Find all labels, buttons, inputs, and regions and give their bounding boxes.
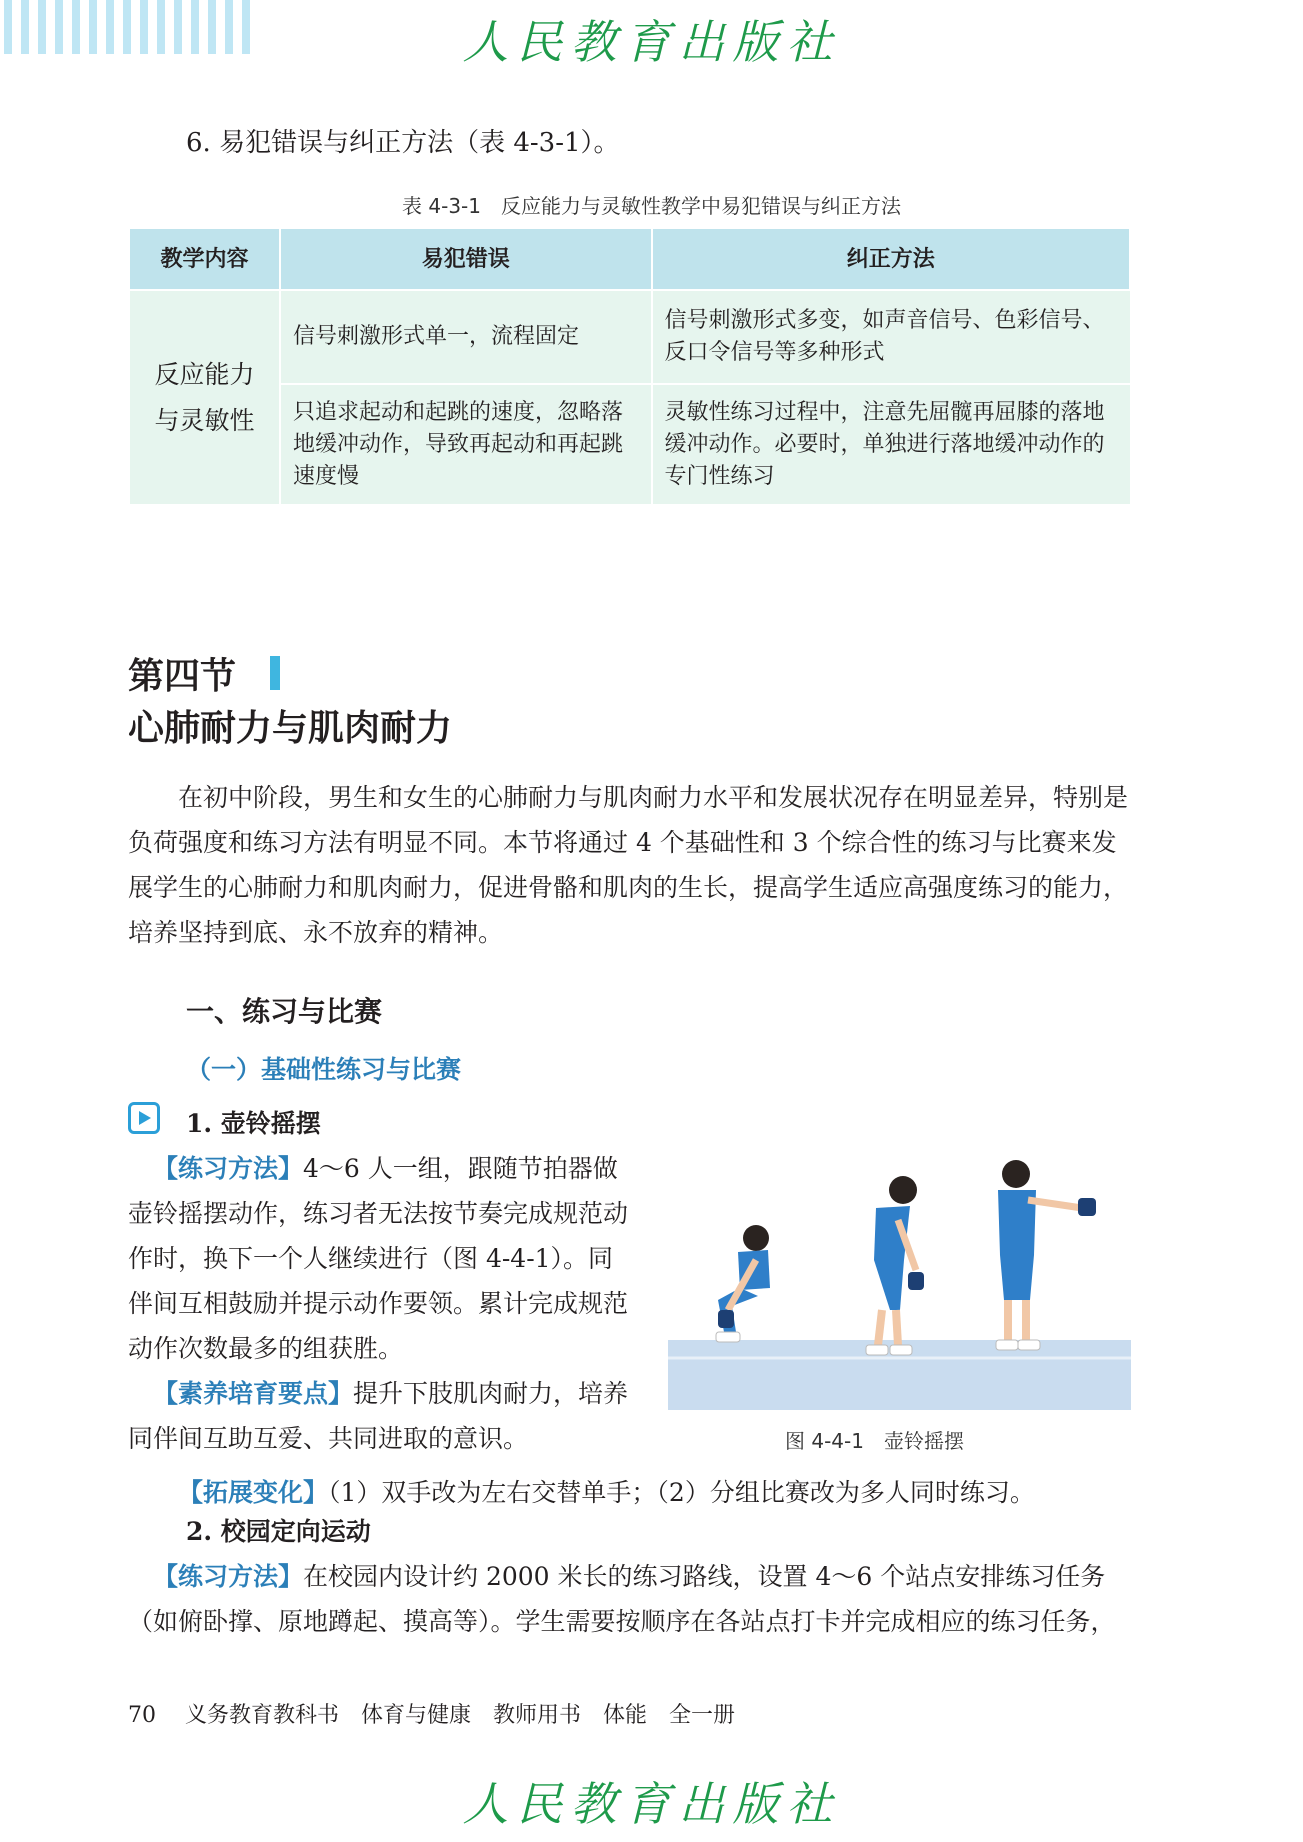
method-text: 4～6 人一组，跟随节拍器做壶铃摇摆动作，练习者无法按节奏完成规范动作时，换下一个人继续进行（图 4-4-1）。同伴间互相鼓励并提示动作要领。累计完成规范动作次数最多的组获胜。 (128, 1154, 629, 1363)
subsection-heading: （一）基础性练习与比赛 (186, 1055, 462, 1084)
intro-paragraph: 在初中阶段，男生和女生的心肺耐力与肌肉耐力水平和发展状况存在明显差异，特别是负荷强度和练习方法有明显不同。本节将通过 4 个基础性和 3 个综合性的练习与比赛来发展学生的心肺耐力和肌肉耐力，促进骨骼和肌肉的生长，提高学生适应高强度练习的能力，培养坚持到底、永不放弃的精神。 (128, 783, 1129, 947)
section-label: 第四节 (128, 656, 237, 697)
method-text: 在校园内设计约 2000 米长的练习路线，设置 4～6 个站点安排练习任务（如俯卧撑、原地蹲起、摸高等）。学生需要按顺序在各站点打卡并完成相应的练习任务， (128, 1562, 1116, 1636)
table-cell-fix: 信号刺激形式多变，如声音信号、色彩信号、反口令信号等多种形式 (652, 290, 1130, 384)
part-heading: 一、练习与比赛 (186, 995, 383, 1028)
publisher-logo-bottom: 人民教育出版社 (462, 1777, 841, 1831)
play-video-button[interactable] (128, 1102, 160, 1134)
book-title: 义务教育教科书 体育与健康 教师用书 体能 全一册 (185, 1703, 736, 1728)
item1-body (128, 1146, 638, 1461)
play-icon (135, 1109, 153, 1127)
kettlebell-swing-illustration (668, 1160, 1131, 1410)
page-footer (128, 1698, 735, 1729)
item1-title: 1. 壶铃摇摆 (186, 1109, 321, 1138)
method-tag: 【练习方法】 (153, 1562, 304, 1591)
extend-tag: 【拓展变化】 (178, 1478, 329, 1507)
section6-heading: 6. 易犯错误与纠正方法（表 4-3-1）。 (186, 128, 620, 158)
extend-text: （1）双手改为左右交替单手；（2）分组比赛改为多人同时练习。 (328, 1478, 1035, 1507)
column-header-error: 易犯错误 (280, 229, 652, 290)
errors-table (130, 229, 1131, 504)
table-cell-fix: 灵敏性练习过程中，注意先屈髋再屈膝的落地缓冲动作。必要时，单独进行落地缓冲动作的专门性练习 (652, 384, 1130, 504)
extend-paragraph (128, 1470, 1133, 1515)
literacy-tag: 【素养培育要点】 (153, 1379, 354, 1408)
item2-title: 2. 校园定向运动 (186, 1517, 371, 1546)
content-cell: 反应能力与灵敏性 (130, 290, 280, 504)
publisher-logo-top: 人民教育出版社 (462, 15, 841, 69)
table-cell-error: 只追求起动和起跳的速度，忽略落地缓冲动作，导致再起动和再起跳速度慢 (280, 384, 652, 504)
section-accent-bar (270, 656, 280, 690)
table-cell-error: 信号刺激形式单一，流程固定 (280, 290, 652, 384)
column-header-content: 教学内容 (130, 229, 280, 290)
column-header-fix: 纠正方法 (652, 229, 1130, 290)
literacy-text: 提升下肢肌肉耐力，培养同伴间互助互爱、共同进取的意识。 (128, 1379, 629, 1453)
section-title: 心肺耐力与肌肉耐力 (128, 708, 453, 749)
table-caption: 表 4-3-1 反应能力与灵敏性教学中易犯错误与纠正方法 (402, 194, 901, 218)
figure-caption: 图 4-4-1 壶铃摇摆 (785, 1429, 964, 1453)
method-tag: 【练习方法】 (153, 1154, 304, 1183)
item2-body (128, 1554, 1133, 1644)
page-number: 70 (128, 1703, 156, 1728)
